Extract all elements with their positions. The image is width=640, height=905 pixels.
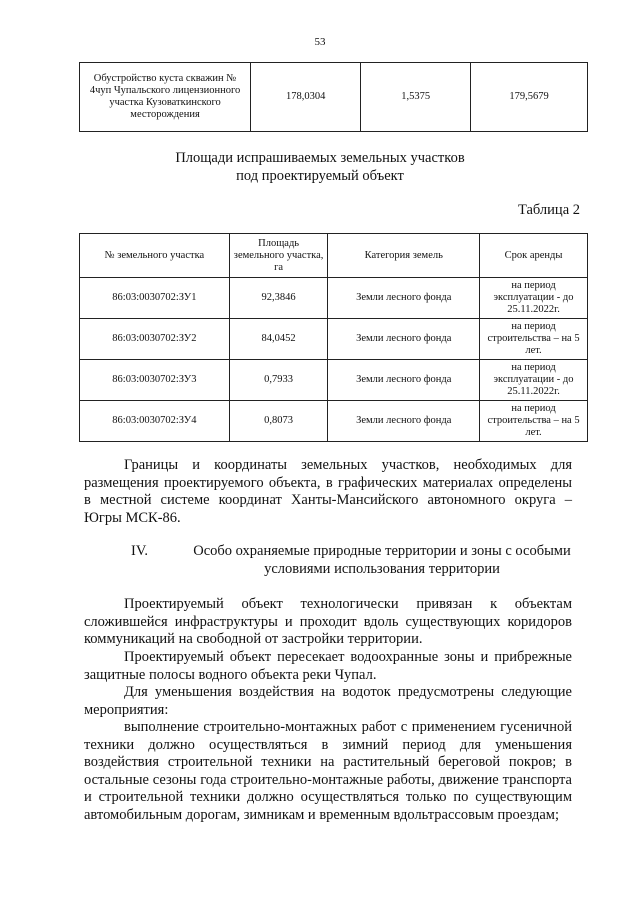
area-cell: 92,3846: [229, 278, 328, 319]
table-row: [80, 360, 588, 401]
boundaries-paragraph: Границы и координаты земельных участков, необходимых для размещения проектируемого объекта, в графических материалах определены в местной системе координат Ханты-Мансийского автономного округа – Югры МСК-86.: [84, 457, 572, 526]
paragraph-water-zones: Проектируемый объект пересекает водоохранные зоны и прибрежные защитные полосы водного объекта реки Чупал.: [84, 649, 572, 683]
page-number: 53: [314, 36, 326, 48]
table-cell: 179,5679: [471, 63, 588, 132]
paragraph-infrastructure: Проектируемый объект технологически привязан к объектам сложившейся инфраструктуры и проходит вдоль существующих коридоров коммуникаций на свободной от застройки территории.: [84, 596, 572, 647]
table-title-line2: под проектируемый объект: [236, 168, 404, 184]
area-cell: 0,7933: [229, 360, 328, 401]
plot-number-cell: 86:03:0030702:ЗУ4: [80, 401, 230, 442]
land-plots-table: [79, 233, 588, 442]
plot-number-cell: 86:03:0030702:ЗУ3: [80, 360, 230, 401]
lease-term-cell: на период эксплуатации - до 25.11.2022г.: [480, 360, 588, 401]
lease-term-cell: на период строительства – на 5 лет.: [480, 401, 588, 442]
table-row: [80, 401, 588, 442]
table-label: Таблица 2: [517, 202, 580, 218]
area-cell: 0,8073: [229, 401, 328, 442]
continued-table: [79, 62, 588, 132]
column-header: Категория земель: [328, 234, 480, 278]
table-cell: Обустройство куста скважин № 4чуп Чупальского лицензионного участка Кузоваткинского месторождения: [80, 63, 251, 132]
category-cell: Земли лесного фонда: [328, 401, 480, 442]
plot-number-cell: 86:03:0030702:ЗУ2: [80, 319, 230, 360]
lease-term-cell: на период строительства – на 5 лет.: [480, 319, 588, 360]
column-header: № земельного участка: [80, 234, 230, 278]
column-header: Площадь земельного участка, га: [229, 234, 328, 278]
paragraph-measures-intro: Для уменьшения воздействия на водоток предусмотрены следующие мероприятия:: [84, 684, 572, 718]
category-cell: Земли лесного фонда: [328, 278, 480, 319]
table-cell: 178,0304: [251, 63, 361, 132]
table-cell: 1,5375: [361, 63, 471, 132]
table-header-row: [80, 234, 588, 278]
table-title-line1: Площади испрашиваемых земельных участков: [175, 150, 465, 166]
section-title: Особо охраняемые природные территории и зоны с особыми условиями использования территории: [193, 543, 571, 577]
table-row: [80, 319, 588, 360]
column-header: Срок аренды: [480, 234, 588, 278]
section-number: IV.: [131, 543, 149, 559]
lease-term-cell: на период эксплуатации - до 25.11.2022г.: [480, 278, 588, 319]
paragraph-measures-detail: выполнение строительно-монтажных работ с применением гусеничной техники должно осуществляться в зимний период для уменьшения воздействия строительной техники на растительный береговой покров; в остальные сезоны года строительно-монтажные работы, движение транспорта и строительной техники должно осуществляться только по существующим автомобильным дорогам, зимникам и временным вдольтрассовым проездам;: [84, 719, 572, 823]
area-cell: 84,0452: [229, 319, 328, 360]
table-row: [80, 278, 588, 319]
category-cell: Земли лесного фонда: [328, 360, 480, 401]
category-cell: Земли лесного фонда: [328, 319, 480, 360]
table-row: [80, 63, 588, 132]
plot-number-cell: 86:03:0030702:ЗУ1: [80, 278, 230, 319]
